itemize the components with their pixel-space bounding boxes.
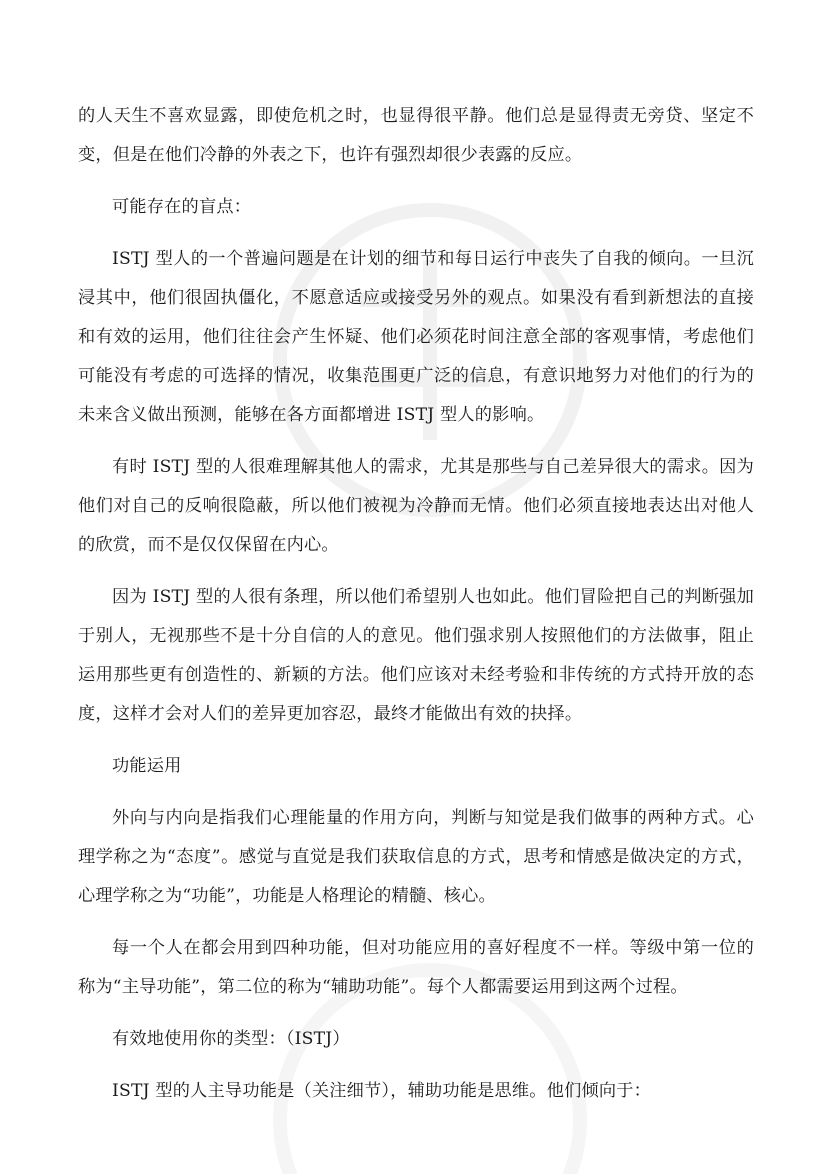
paragraph-blind-spots-3: 因为 ISTJ 型的人很有条理，所以他们希望别人也如此。他们冒险把自己的判断强加于别人，无视那些不是十分自信的人的意见。他们强求别人按照他们的方法做事，阻止运用那些更有创造性的、新颖的方法。他们应该对未经考验和非传统的方式持开放的态度，这样才会对人们的差异更加容忍，最终才能做出有效的抉择。 bbox=[78, 587, 754, 724]
paragraph-istj-functions: ISTJ 型的人主导功能是（关注细节），辅助功能是思维。他们倾向于： bbox=[112, 1081, 652, 1101]
heading-using-type: 有效地使用你的类型：（ISTJ） bbox=[112, 1029, 350, 1049]
paragraph-blind-spots-1: ISTJ 型人的一个普遍问题是在计划的细节和每日运行中丧失了自我的倾向。一旦沉浸其中，他们很固执僵化，不愿意适应或接受另外的观点。如果没有看到新想法的直接和有效的运用，他们往往会产生怀疑、他们必须花时间注意全部的客观事情，考虑他们可能没有考虑的可选择的情况，收集范围更广泛的信息，有意识地努力对他们的行为的未来含义做出预测，能够在各方面都增进 ISTJ 型人的影响。 bbox=[78, 249, 754, 425]
heading-function-usage: 功能运用 bbox=[112, 756, 182, 776]
document-body bbox=[78, 97, 754, 1124]
paragraph-function-1: 外向与内向是指我们心理能量的作用方向，判断与知觉是我们做事的两种方式。心理学称之为“态度”。感觉与直觉是我们获取信息的方式，思考和情感是做决定的方式，心理学称之为“功能”，功能是人格理论的精髓、核心。 bbox=[78, 808, 754, 906]
paragraph-intro-continuation: 的人天生不喜欢显露，即使危机之时，也显得很平静。他们总是显得责无旁贷、坚定不变，但是在他们冷静的外表之下，也许有强烈却很少表露的反应。 bbox=[78, 106, 754, 165]
paragraph-blind-spots-2: 有时 ISTJ 型的人很难理解其他人的需求，尤其是那些与自己差异很大的需求。因为他们对自己的反响很隐蔽，所以他们被视为冷静而无情。他们必须直接地表达出对他人的欣赏，而不是仅仅保留在内心。 bbox=[78, 457, 754, 555]
paragraph-function-2: 每一个人在都会用到四种功能，但对功能应用的喜好程度不一样。等级中第一位的称为“主导功能”，第二位的称为“辅助功能”。每个人都需要运用到这两个过程。 bbox=[78, 938, 754, 997]
heading-blind-spots: 可能存在的盲点： bbox=[112, 197, 252, 217]
